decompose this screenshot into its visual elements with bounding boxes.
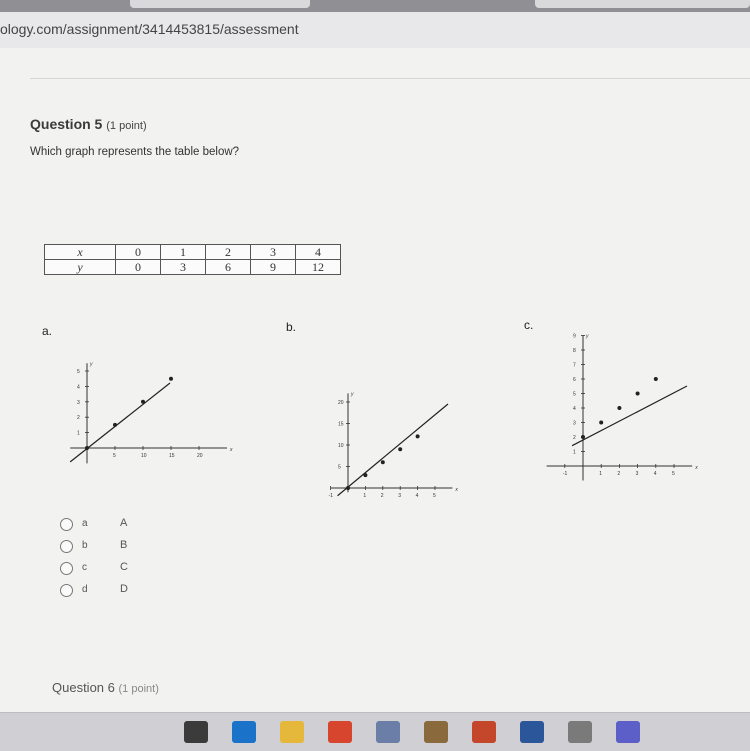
y-tick-label: 1 — [77, 430, 80, 437]
teams-icon[interactable] — [616, 721, 640, 743]
y-tick-label: 7 — [573, 362, 576, 369]
data-point — [398, 447, 402, 451]
radio-button[interactable] — [60, 562, 73, 575]
x-tick-label: 2 — [617, 471, 621, 477]
question-number: Question 6 — [52, 680, 115, 695]
question-prompt: Which graph represents the table below? — [30, 146, 240, 158]
y-tick-label: 2 — [77, 415, 80, 422]
photos-icon[interactable] — [568, 721, 592, 743]
series-line — [572, 386, 687, 446]
x-axis-label: x — [455, 487, 458, 493]
x-tick-label: 3 — [635, 471, 639, 477]
table-cell: 12 — [296, 260, 341, 275]
data-point — [599, 421, 603, 425]
y-axis-label: y — [351, 391, 354, 398]
task-view-icon[interactable] — [184, 721, 208, 743]
y-tick-label: 5 — [77, 369, 80, 375]
table-cell: 6 — [206, 260, 251, 275]
table-header-x: x — [45, 245, 116, 260]
x-tick-label: 4 — [415, 493, 419, 499]
y-tick-label: 10 — [338, 443, 344, 449]
y-tick-label: 9 — [573, 333, 576, 340]
series-line — [70, 383, 170, 462]
table-row-y — [45, 260, 341, 275]
address-bar[interactable] — [0, 12, 750, 49]
question-title — [30, 116, 147, 132]
file-explorer-icon[interactable] — [280, 721, 304, 743]
browser-tab[interactable] — [130, 0, 310, 8]
browser-tab[interactable] — [535, 0, 750, 8]
data-point — [169, 377, 173, 381]
question-points: (1 point) — [118, 683, 159, 695]
data-point — [113, 423, 117, 427]
data-point — [654, 377, 658, 381]
data-point — [85, 446, 89, 450]
choice-letter: D — [120, 583, 128, 595]
x-tick-label: 15 — [169, 453, 175, 459]
graph-a-label: a. — [42, 324, 53, 338]
table-cell: 9 — [251, 260, 296, 275]
table-row-x — [45, 245, 341, 260]
table-header-y: y — [45, 260, 116, 275]
question-number: Question 5 — [30, 116, 103, 132]
choice-label: d — [82, 584, 88, 595]
url-text[interactable]: ology.com/assignment/3414453815/assessment — [0, 21, 299, 37]
y-tick-label: 3 — [77, 399, 80, 406]
table-cell: 3 — [251, 245, 296, 260]
series-line — [338, 404, 448, 496]
x-tick-label: 3 — [398, 493, 401, 499]
assessment-page — [0, 48, 750, 712]
store-icon[interactable] — [424, 721, 448, 743]
radio-button[interactable] — [60, 518, 73, 531]
table-cell: 2 — [206, 245, 251, 260]
graph-a — [65, 328, 235, 468]
data-point — [141, 400, 145, 404]
browser-tab-strip — [0, 0, 750, 12]
table-cell: 4 — [296, 245, 341, 260]
y-tick-label: 8 — [573, 348, 576, 354]
windows-taskbar — [0, 712, 750, 751]
choice-letter: B — [120, 539, 128, 551]
choice-letter: A — [120, 517, 128, 529]
choice-label: b — [82, 540, 88, 551]
x-tick-label: 10 — [141, 453, 147, 459]
graph-b-label: b. — [286, 320, 297, 334]
choice-a[interactable] — [60, 516, 150, 536]
x-tick-label: 5 — [672, 471, 675, 477]
y-tick-label: 5 — [338, 464, 341, 471]
radio-button[interactable] — [60, 584, 73, 597]
table-cell: 0 — [116, 245, 161, 260]
data-point — [581, 435, 585, 439]
choice-label: a — [82, 518, 88, 529]
table-cell: 0 — [116, 260, 161, 275]
x-tick-label: 1 — [363, 493, 367, 499]
data-point — [346, 486, 350, 490]
value-table — [44, 244, 341, 275]
y-axis-label: y — [90, 361, 93, 368]
choice-label: c — [82, 562, 87, 573]
y-tick-label: 3 — [573, 420, 576, 427]
x-axis-label: x — [695, 465, 698, 471]
data-point — [381, 460, 385, 464]
x-tick-label: -1 — [562, 471, 568, 477]
data-point — [363, 473, 367, 477]
y-tick-label: 4 — [573, 406, 576, 412]
graph-c — [545, 308, 705, 477]
table-cell: 3 — [161, 260, 206, 275]
next-question-title — [52, 680, 159, 695]
graph-b — [308, 316, 468, 499]
y-tick-label: 15 — [338, 421, 344, 428]
y-tick-label: 5 — [573, 391, 576, 398]
data-point — [636, 392, 640, 396]
x-tick-label: 5 — [433, 493, 436, 499]
x-tick-label: 1 — [599, 471, 602, 477]
divider — [30, 78, 750, 79]
radio-button[interactable] — [60, 540, 73, 553]
edge-icon[interactable] — [232, 721, 256, 743]
graph-c-label: c. — [524, 318, 534, 332]
chrome-icon[interactable] — [328, 721, 352, 743]
question-points: (1 point) — [106, 120, 147, 132]
y-tick-label: 4 — [77, 384, 80, 391]
app-icon[interactable] — [376, 721, 400, 743]
choice-c[interactable] — [60, 560, 150, 580]
x-axis-label: x — [230, 447, 233, 453]
choice-b[interactable] — [60, 538, 150, 558]
y-tick-label: 2 — [573, 435, 576, 441]
table-cell: 1 — [161, 245, 206, 260]
word-icon[interactable] — [520, 721, 544, 743]
x-tick-label: 5 — [113, 453, 116, 459]
x-tick-label: 4 — [653, 471, 657, 477]
y-tick-label: 20 — [338, 400, 344, 406]
x-tick-label: 20 — [197, 453, 203, 459]
data-point — [617, 406, 621, 410]
powerpoint-icon[interactable] — [472, 721, 496, 743]
x-tick-label: 2 — [380, 493, 384, 499]
x-tick-label: -1 — [328, 493, 334, 499]
y-axis-label: y — [586, 333, 589, 340]
choice-letter: C — [120, 561, 128, 573]
y-tick-label: 1 — [573, 449, 576, 456]
choice-d[interactable] — [60, 582, 150, 602]
data-point — [416, 434, 420, 438]
y-tick-label: 6 — [573, 377, 576, 383]
